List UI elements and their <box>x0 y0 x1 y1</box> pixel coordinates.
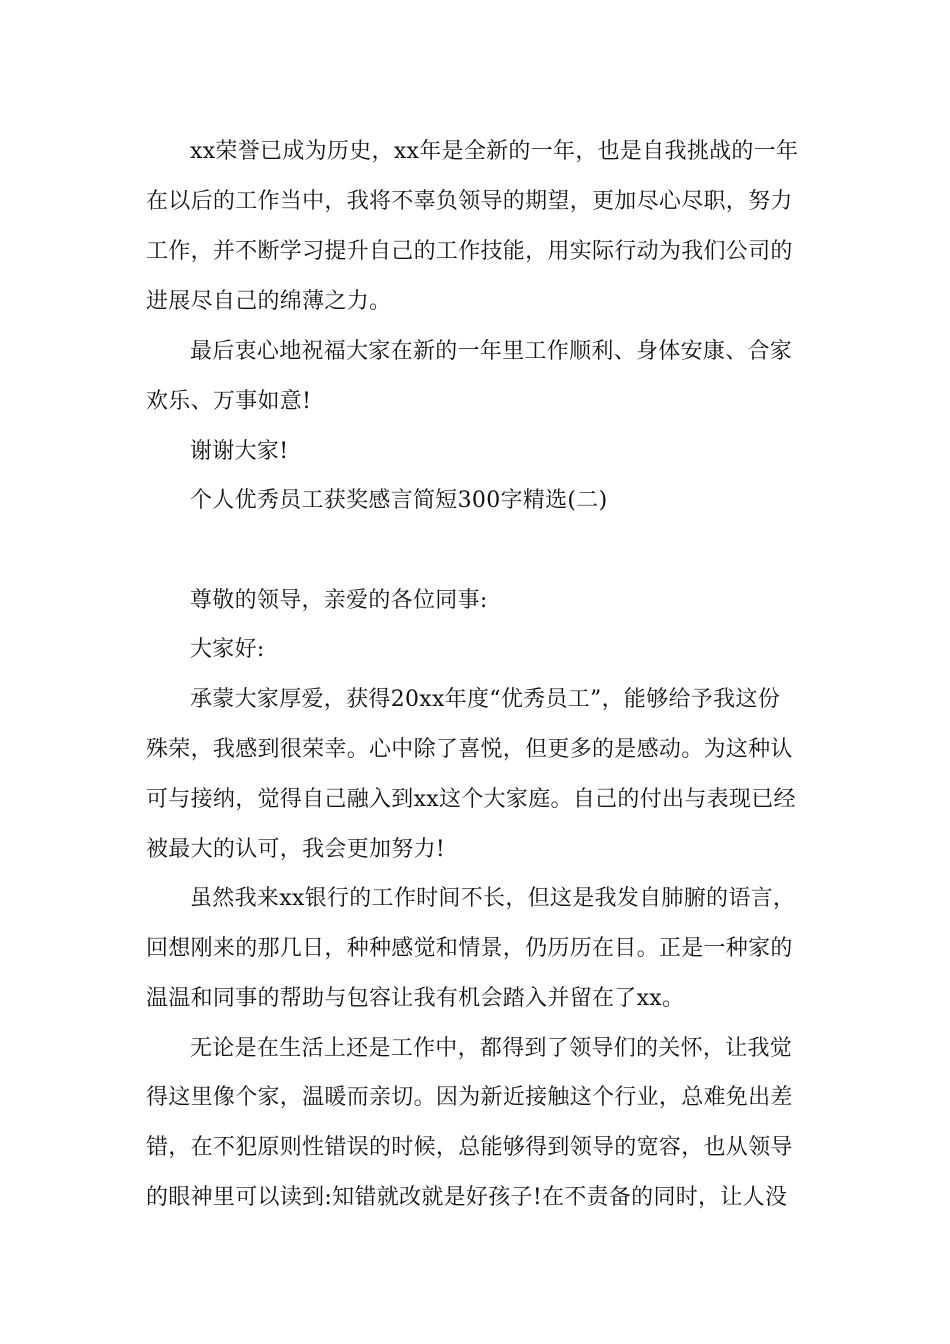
text-line: 错，在不犯原则性错误的时候，总能够得到领导的宽容，也从领导 <box>146 1135 793 1160</box>
greeting: 大家好: <box>190 637 265 662</box>
text-line: 欢乐、万事如意! <box>146 389 312 414</box>
text-line: 虽然我来xx银行的工作时间不长，但这是我发自肺腑的语言， <box>190 886 796 911</box>
text-line: 被最大的认可，我会更加努力! <box>146 837 446 862</box>
text-line: 工作，并不断学习提升自己的工作技能，用实际行动为我们公司的 <box>146 239 793 264</box>
text-line: 最后衷心地祝福大家在新的一年里工作顺利、身体安康、合家 <box>190 339 793 364</box>
text-line: 无论是在生活上还是工作中，都得到了领导们的关怀，让我觉 <box>190 1036 793 1061</box>
text-line: 的眼神里可以读到:知错就改就是好孩子!在不责备的同时，让人没 <box>146 1185 788 1210</box>
salutation: 尊敬的领导，亲爱的各位同事: <box>190 588 488 613</box>
section-heading: 个人优秀员工获奖感言简短300字精选(二) <box>190 488 608 513</box>
text-line: xx荣誉已成为历史，xx年是全新的一年，也是自我挑战的一年 <box>190 139 799 164</box>
text-line: 得这里像个家，温暖而亲切。因为新近接触这个行业，总难免出差 <box>146 1085 793 1110</box>
text-line: 谢谢大家! <box>190 439 289 464</box>
text-line: 回想刚来的那几日，种种感觉和情景，仍历历在目。正是一种家的 <box>146 936 793 961</box>
text-line: 可与接纳，觉得自己融入到xx这个大家庭。自己的付出与表现已经 <box>146 787 796 812</box>
text-line: 殊荣，我感到很荣幸。心中除了喜悦，但更多的是感动。为这种认 <box>146 737 793 762</box>
text-line: 承蒙大家厚爱，获得20xx年度“优秀员工”，能够给予我这份 <box>190 687 781 712</box>
text-line: 温温和同事的帮助与包容让我有机会踏入并留在了xx。 <box>146 986 685 1011</box>
text-line: 在以后的工作当中，我将不辜负领导的期望，更加尽心尽职，努力 <box>146 189 793 214</box>
text-line: 进展尽自己的绵薄之力。 <box>146 289 392 314</box>
